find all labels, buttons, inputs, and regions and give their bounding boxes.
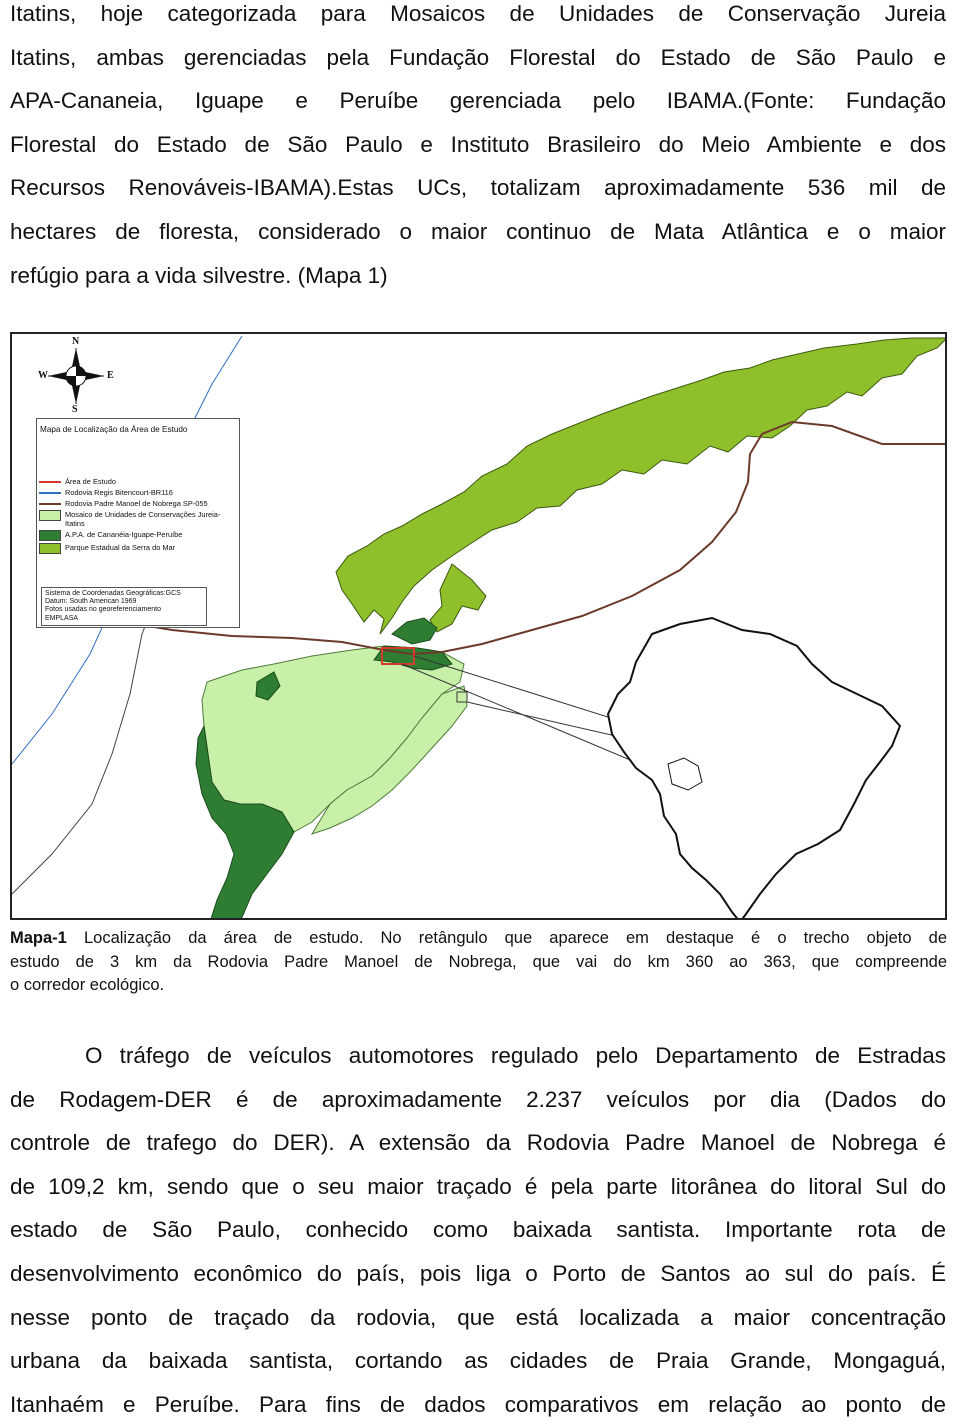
paragraph-line: estado de São Paulo, conhecido como baixada santista. Importante rota de <box>10 1217 946 1243</box>
paragraph-line: Recursos Renováveis-IBAMA).Estas UCs, totalizam aproximadamente 536 mil de <box>10 175 946 201</box>
paragraph-line: controle de trafego do DER). A extensão da Rodovia Padre Manoel de Nobrega é <box>10 1130 946 1156</box>
brazil-outline <box>608 618 900 920</box>
serra-do-mar-area <box>336 338 947 634</box>
compass-west-label: W <box>38 370 48 381</box>
paragraph-line: refúgio para a vida silvestre. (Mapa 1) <box>10 262 388 288</box>
legend-line-swatch <box>39 503 61 505</box>
legend-line-swatch <box>39 492 61 494</box>
legend-item <box>39 488 235 497</box>
compass-east-label: E <box>107 370 114 381</box>
legend-fill-swatch <box>39 543 61 554</box>
caption-line: estudo de 3 km da Rodovia Padre Manoel de Nobrega, que vai do km 360 ao 363, que compreende <box>10 952 947 971</box>
legend-title: Mapa de Localização da Área de Estudo <box>40 425 188 434</box>
legend-label: Mosaico de Unidades de Conservações Jureia-Itatins <box>65 510 221 528</box>
caption-label: Mapa-1 <box>10 929 67 947</box>
paragraph-line: de 109,2 km, sendo que o seu maior traçado é pela parte litorânea do litoral Sul do <box>10 1173 946 1199</box>
map-caption <box>10 927 947 998</box>
paragraph-line: Itanhaém e Peruíbe. Para fins de dados comparativos em relação ao ponto de <box>10 1391 946 1417</box>
legend-item <box>39 543 235 554</box>
intro-paragraph <box>10 0 946 297</box>
compass-rose-icon <box>48 348 104 404</box>
legend-item <box>39 510 235 528</box>
serra-do-mar-area <box>430 564 486 632</box>
compass-north-label: N <box>72 336 80 347</box>
legend-note-line: EMPLASA <box>45 614 79 622</box>
legend-label: A.P.A. de Cananéia-Iguape-Peruíbe <box>65 530 183 539</box>
legend-note-line: Sistema de Coordenadas Geográficas:GCS <box>45 590 181 597</box>
caption-line: o corredor ecológico. <box>10 976 165 994</box>
paragraph-line: desenvolvimento econômico do país, pois liga o Porto de Santos ao sul do país. É <box>10 1260 946 1286</box>
legend-line-swatch <box>39 481 61 483</box>
paragraph-line: Florestal do Estado de São Paulo e Instituto Brasileiro do Meio Ambiente e dos <box>10 131 946 157</box>
legend-item <box>39 530 235 541</box>
map-legend <box>36 418 240 628</box>
legend-label: Rodovia Padre Manoel de Nobrega SP-055 <box>65 499 208 508</box>
paragraph-line: Itatins, ambas gerenciadas pela Fundação Florestal do Estado de São Paulo e <box>10 44 946 70</box>
compass-south-label: S <box>72 404 78 415</box>
legend-label: Área de Estudo <box>65 477 116 486</box>
paragraph-line: de Rodagem-DER é de aproximadamente 2.237 veículos por dia (Dados do <box>10 1086 946 1112</box>
study-area-map <box>10 332 947 920</box>
legend-items <box>39 477 235 556</box>
legend-item <box>39 499 235 508</box>
study-area-marker <box>457 692 467 702</box>
legend-note-line: Fotos usadas no georeferenciamento <box>45 606 161 614</box>
paragraph-line: hectares de floresta, considerado o maior continuo de Mata Atlântica e o maior <box>10 218 946 244</box>
paragraph-line: APA-Cananeia, Iguape e Peruíbe gerenciada pelo IBAMA.(Fonte: Fundação <box>10 88 946 114</box>
apa-area <box>392 618 437 644</box>
legend-item <box>39 477 235 486</box>
caption-line <box>10 927 947 951</box>
legend-note-line: Datum: South American 1969 <box>45 598 137 606</box>
paragraph-line: O tráfego de veículos automotores regulado pelo Departamento de Estradas <box>85 1043 946 1068</box>
traffic-paragraph <box>10 1034 946 1426</box>
legend-label: Parque Estadual da Serra do Mar <box>65 543 176 552</box>
legend-label: Rodovia Regis Bitencourt-BR116 <box>65 488 173 497</box>
legend-fill-swatch <box>39 510 61 521</box>
paragraph-line: urbana da baixada santista, cortando as cidades de Praia Grande, Mongaguá, <box>10 1348 946 1374</box>
caption-text: Localização da área de estudo. No retângulo que aparece em destaque é o trecho objeto de <box>66 929 947 947</box>
paragraph-line: Itatins, hoje categorizada para Mosaicos de Unidades de Conservação Jureia <box>10 1 946 26</box>
paragraph-line: nesse ponto de traçado da rodovia, que está localizada a maior concentração <box>10 1304 946 1330</box>
legend-fill-swatch <box>39 530 61 541</box>
legend-coordinate-note <box>41 587 207 626</box>
